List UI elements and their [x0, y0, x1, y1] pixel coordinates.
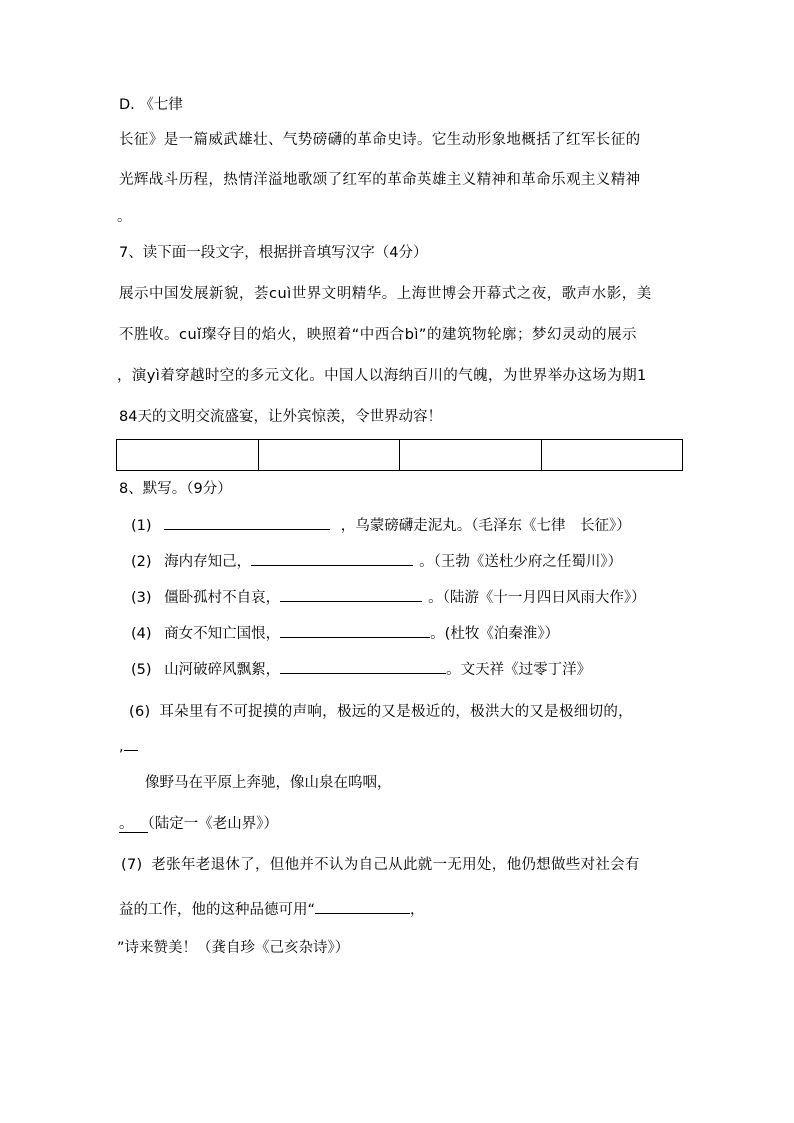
item-text: 。（王勃《送杜少府之任蜀川》）	[419, 554, 623, 570]
option-d-line-1: 长征》是一篇威武雄壮、气势磅礴的革命史诗。它生动形象地概括了红军长征的	[119, 132, 641, 148]
answer-blank[interactable]	[315, 898, 410, 914]
dictation-item-4	[131, 622, 559, 644]
dictation-item-6-line-1	[129, 702, 633, 722]
item-text: 。(杜牧《泊秦淮》）	[430, 626, 560, 642]
answer-cell[interactable]	[117, 440, 259, 470]
item-number: (3)	[131, 590, 152, 606]
option-d-line-2: 光辉战斗历程，热情洋溢地歌颂了红军的革命英雄主义精神和革命乐观主义精神	[119, 172, 641, 188]
question-7-line-4: 84天的文明交流盛宴，让外宾惊羡，令世界动容！	[119, 409, 442, 425]
dictation-item-6-line-3: 像野马在平原上奔驰，像山泉在呜咽，	[145, 775, 392, 791]
dictation-item-6-line-2	[119, 735, 138, 757]
answer-blank[interactable]	[280, 586, 422, 602]
item-text: ，乌蒙磅礴走泥丸。（毛泽东《七律 长征》）	[340, 518, 631, 534]
item-number: (2)	[131, 554, 152, 570]
answer-grid	[116, 439, 683, 471]
answer-blank[interactable]	[251, 550, 413, 566]
option-d-line-3: 。	[117, 209, 132, 225]
item-text: 益的工作，他的这种品德可用“	[119, 902, 316, 918]
question-8-title: 8、默写。（9分）	[119, 481, 232, 497]
answer-blank[interactable]	[164, 514, 330, 530]
item-text: ，	[410, 902, 425, 918]
answer-blank[interactable]	[124, 735, 138, 751]
item-number: (6)	[129, 704, 151, 720]
dictation-item-7-line-1	[121, 855, 640, 875]
option-d-prefix: D. 《七律	[119, 97, 183, 113]
item-text: 海内存知己，	[164, 554, 252, 570]
item-text: 。（陆游《十一月四日风雨大作》）	[428, 590, 646, 606]
dictation-item-5	[131, 658, 591, 680]
item-number: (7)	[121, 857, 143, 873]
question-7-line-2: 不胜收。cuǐ璨夺目的焰火，映照着“中西合bì”的建筑物轮廓；梦幻灵动的展示	[119, 327, 637, 343]
item-text: ,	[119, 739, 124, 755]
dictation-item-7-line-2	[119, 898, 425, 920]
question-7-line-1: 展示中国发展新貌，荟cuì世界文明精华。上海世博会开幕式之夜，歌声水影，美	[119, 286, 652, 302]
item-number: (1)	[131, 518, 152, 534]
item-text: 老张年老退休了，但他并不认为自己从此就一无用处，他仍想做些对社会有	[151, 857, 640, 873]
question-7-title: 7、读下面一段文字，根据拼音填写汉字（4分）	[119, 245, 428, 261]
item-text: （陆定一《老山界》）	[147, 816, 278, 832]
item-text: 。文天祥《过零丁洋》	[446, 662, 592, 678]
answer-blank[interactable]	[280, 622, 430, 638]
dictation-item-3	[131, 586, 646, 608]
item-text: 商女不知亡国恨，	[164, 626, 281, 642]
dictation-item-7-line-3: ”诗来赞美！（龚自珍《己亥杂诗》）	[117, 940, 350, 956]
answer-cell[interactable]	[259, 440, 401, 470]
item-number: (5)	[131, 662, 152, 678]
dictation-item-6-line-4	[119, 814, 278, 834]
question-7-line-3: ，演yì着穿越时空的多元文化。中国人以海纳百川的气魄，为世界举办这场为期1	[117, 368, 647, 384]
answer-blank[interactable]	[280, 658, 446, 674]
dictation-item-1	[131, 514, 631, 536]
dictation-item-2	[131, 550, 622, 572]
item-number: (4)	[131, 626, 152, 642]
answer-cell[interactable]	[400, 440, 542, 470]
item-text: 山河破碎风飘絮，	[164, 662, 281, 678]
item-text: 。	[119, 816, 148, 833]
item-text: 僵卧孤村不自哀，	[164, 590, 281, 606]
answer-cell[interactable]	[542, 440, 683, 470]
item-text: 耳朵里有不可捉摸的声响，极远的又是极近的，极洪大的又是极细切的，	[159, 704, 633, 720]
